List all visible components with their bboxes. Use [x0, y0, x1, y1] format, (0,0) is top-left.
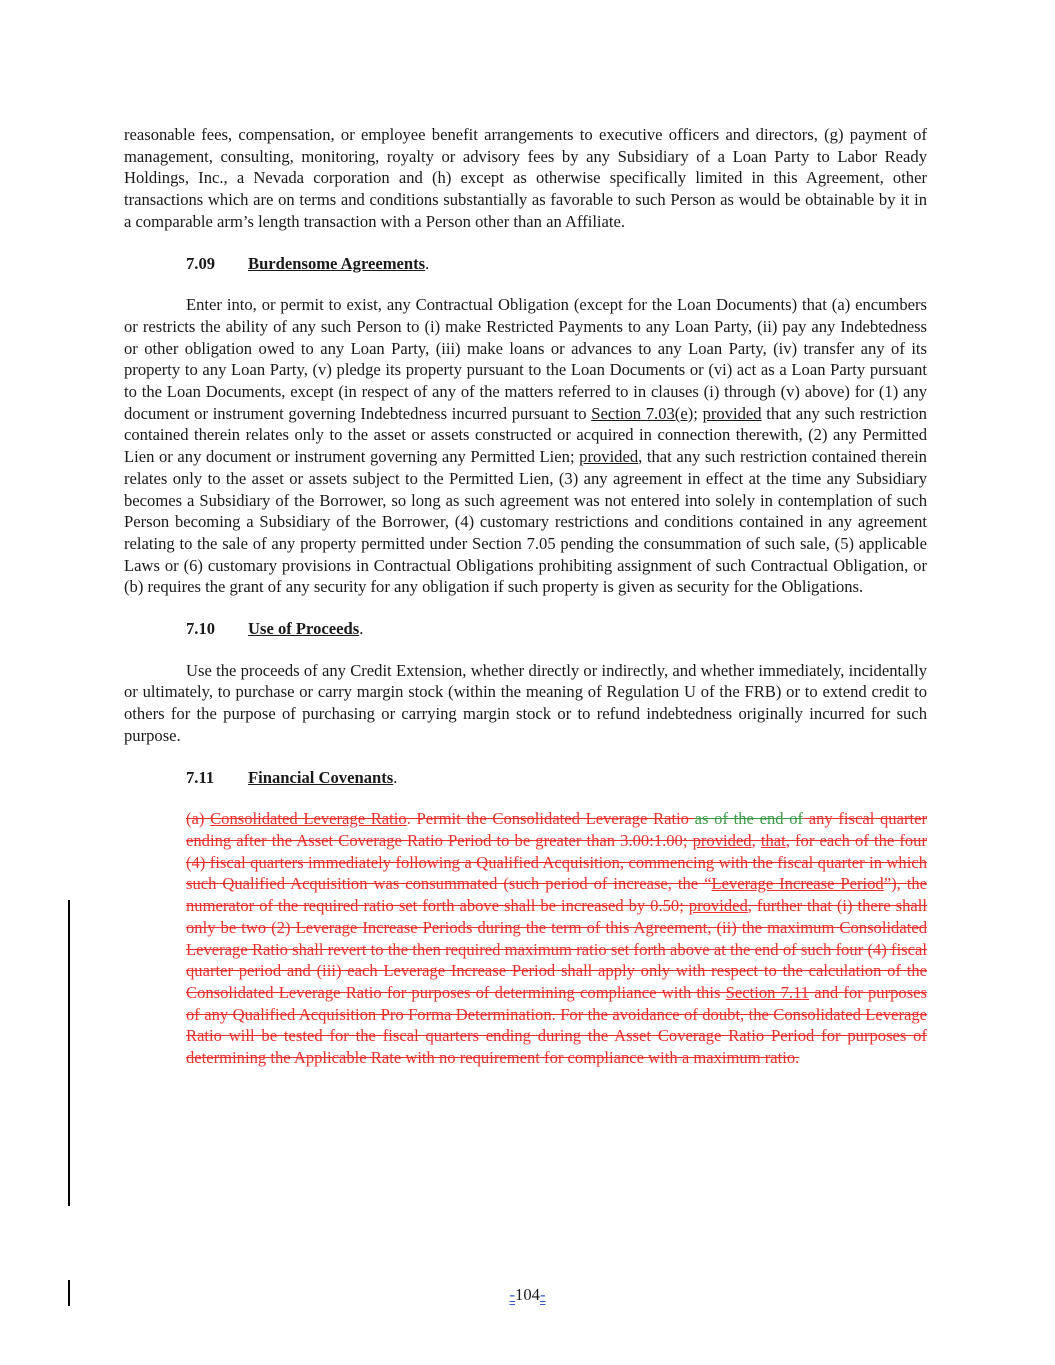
paragraph-burdensome-agreements: Enter into, or permit to exist, any Contractual Obligation (except for the Loan Documents) that (a) encumbers or restricts the ability of any such Person to (i) make Restricted Payments to any Loan Party, (ii) pay any Indebtedness or other obligation owed to any Loan Party, (iii) make loans or advances to any Loan Party, (iv) transfer any of its property to any Loan Party, (v) pledge its property pursuant to the Loan Documents or (vi) act as a Loan Party pursuant to the Loan Documents, except (in respect of any of the matters referred to in clauses (i) through (v) above) for (1) any document or instrument governing Indebtedness incurred pursuant to Section 7.03(e); provided that any such restriction contained therein relates only to the asset or assets constructed or acquired in connection therewith, (2) any Permitted Lien or any document or instrument governing any Permitted Lien; provided, that any such restriction contained therein relates only to the asset or assets subject to the Permitted Lien, (3) any agreement in effect at the time any Subsidiary becomes a Subsidiary of the Borrower, so long as such agreement was not entered into solely in contemplation of such Person becoming a Subsidiary of the Borrower, (4) customary restrictions and conditions contained in any agreement relating to the sale of any property permitted under Section 7.05 pending the consummation of such sale, (5) applicable Laws or (6) customary provisions in Contractual Obligations prohibiting assignment of such Contractual Obligation, or (b) requires the grant of any security for any obligation if such property is given as security for the Obligations. [124, 295, 927, 597]
section-heading-7-10: 7.10 Use of Proceeds. [186, 619, 364, 639]
section-number: 7.11 [186, 767, 215, 787]
section-number: 7.09 [186, 253, 216, 273]
paragraph-continuation: reasonable fees, compensation, or employee benefit arrangements to executive officers and directors, (g) payment of management, consulting, monitoring, royalty or advisory fees by any Subsidiary of a Loan Party to Labor Ready Holdings, Inc., a Nevada corporation and (h) except as otherwise specifically limited in this Agreement, other transactions which are on terms and conditions substantially as favorable to such Person as would be obtainable by it in a comparable arm’s length transaction with a Person other than an Affiliate. [124, 125, 927, 231]
provided-term: provided [579, 447, 639, 467]
section-title: Use of Proceeds [248, 619, 360, 639]
section-reference: Section 7.03(e) [591, 403, 694, 423]
provided-term: provided [702, 403, 762, 423]
change-bar-section-711 [68, 900, 70, 1206]
section-heading-7-09: 7.09 Burdensome Agreements. [186, 253, 430, 273]
page-number: -104- [509, 1285, 546, 1304]
section-title: Burdensome Agreements [248, 253, 426, 273]
moved-text: as of the end of [694, 809, 804, 829]
section-heading-7-11: 7.11 Financial Covenants. [186, 767, 398, 787]
section-title: Financial Covenants [248, 767, 394, 787]
section-number: 7.10 [186, 619, 216, 639]
document-page [124, 124, 927, 1069]
paragraph-use-of-proceeds: Use the proceeds of any Credit Extension, whether directly or indirectly, and whether immediately, incidentally or ultimately, to purchase or carry margin stock (within the meaning of Regulation U of the FRB) or to extend credit to others for the purpose of purchasing or carrying margin stock or to refund indebtedness originally incurred for such purpose. [124, 660, 927, 745]
deleted-text-financial-covenants: (a) Consolidated Leverage Ratio. Permit the Consolidated Leverage Ratio as of the end of any fiscal quarter ending after the Asset Coverage Ratio Period to be greater than 3.00:1.00; provided, that, for each of the four (4) fiscal quarters immediately following a Qualified Acquisition, commencing with the fiscal quarter in which such Qualified Acquisition was consummated (such period of increase, the “Leverage Increase Period”), the numerator of the required ratio set forth above shall be increased by 0.50; provided, further that (i) there shall only be two (2) Leverage Increase Periods during the term of this Agreement, (ii) the maximum Consolidated Leverage Ratio shall revert to the then required maximum ratio set forth above at the end of such four (4) fiscal quarter period and (iii) each Leverage Increase Period shall apply only with respect to the calculation of the Consolidated Leverage Ratio for purposes of determining compliance with this Section 7.11 and for purposes of any Qualified Acquisition Pro Forma Determination. For the avoidance of doubt, the Consolidated Leverage Ratio will be tested for the fiscal quarters ending during the Asset Coverage Ratio Period for purposes of determining the Applicable Rate with no requirement for compliance with a maximum ratio. [186, 809, 928, 1068]
